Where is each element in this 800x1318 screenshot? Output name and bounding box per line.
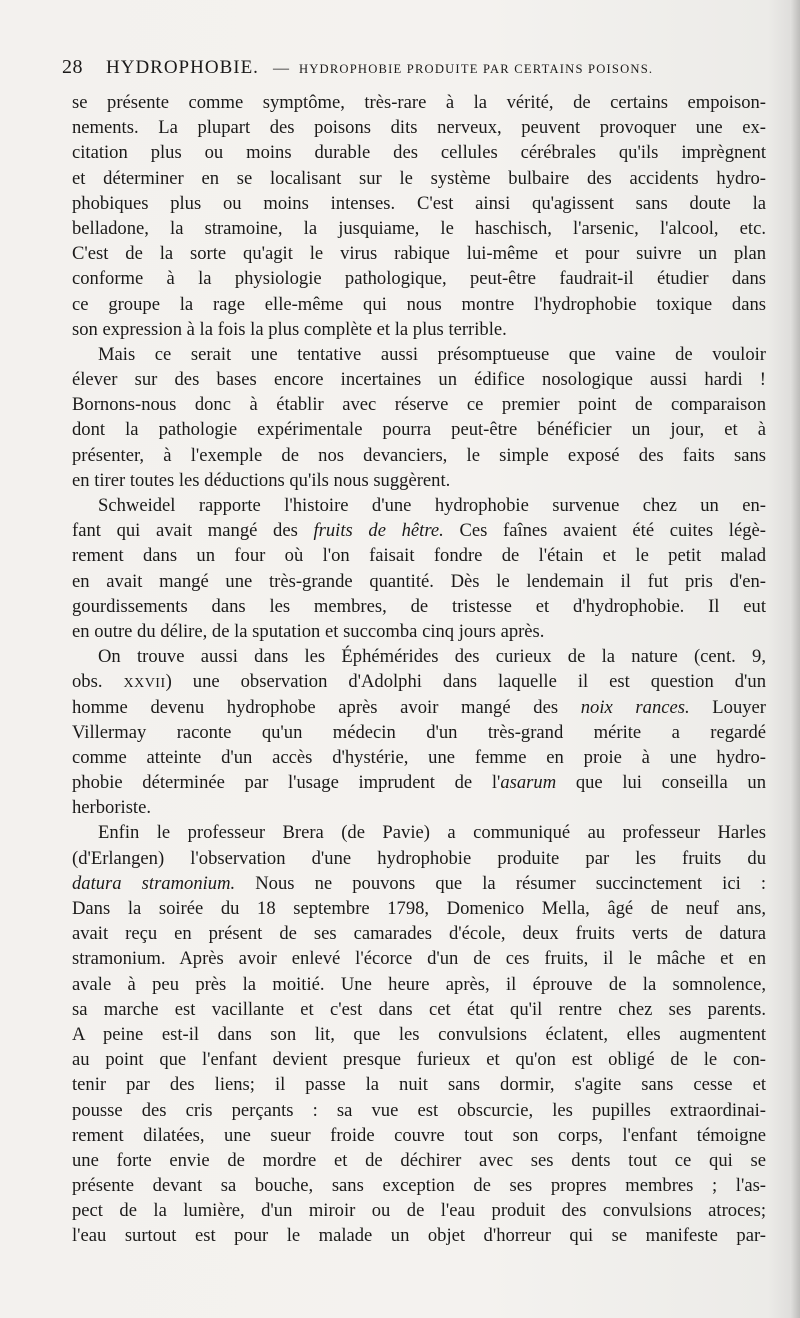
text-line: rement dans un four où l'on faisait fondre de l'étain et le petit malad <box>72 545 766 567</box>
text-line: une forte envie de mordre et de déchirer avec ses dents tout ce qui se <box>72 1149 766 1171</box>
text-line: présente devant sa bouche, sans exception de ses propres membres ; l'as- <box>72 1175 766 1197</box>
text-line: conforme à la physiologie pathologique, peut-être faudrait-il étudier dans <box>72 268 766 290</box>
line-segment: homme devenu hydrophobe après avoir mangé des <box>72 696 581 718</box>
text-line: tenir par des liens; il passe la nuit sans dormir, s'agite sans cesse et <box>72 1074 766 1096</box>
italic-term: datura stramonium. <box>72 872 236 894</box>
header-separator: — <box>272 60 289 77</box>
running-header <box>62 56 682 86</box>
italic-term: fruits de hêtre. <box>313 520 444 542</box>
text-line: A peine est-il dans son lit, que les convulsions éclatent, elles augmentent <box>72 1023 766 1045</box>
text-line: se présente comme symptôme, très-rare à la vérité, de certains empoison- <box>72 92 766 113</box>
italic-term: asarum <box>500 772 557 794</box>
text-line: au point que l'enfant devient presque furieux et qu'on est obligé de le con- <box>72 1049 766 1071</box>
line-segment: Nous ne pouvons que la résumer succinctement ici : <box>235 872 766 894</box>
line-segment: phobie déterminée par l'usage imprudent de l' <box>72 772 501 794</box>
text-line: Bornons-nous donc à établir avec réserve ce premier point de comparaison <box>72 394 766 416</box>
text-line <box>72 669 766 694</box>
text-line: avale à peu près la moitié. Une heure après, il éprouve de la somnolence, <box>72 973 766 995</box>
text-line: et déterminer en se localisant sur le système bulbaire des accidents hydro- <box>72 167 766 189</box>
text-line: en tirer toutes les déductions qu'ils nous suggèrent. <box>72 469 451 491</box>
text-line: pect de la lumière, d'un miroir ou de l'eau produit des convulsions atroces; <box>72 1200 766 1222</box>
text-line: Schweidel rapporte l'histoire d'une hydrophobie survenue chez un en- <box>98 495 766 516</box>
text-line: l'eau surtout est pour le malade un objet d'horreur qui se manifeste par- <box>72 1225 766 1247</box>
text-line: stramonium. Après avoir enlevé l'écorce d'un de ces fruits, il le mâche et en <box>72 948 766 970</box>
text-line: Mais ce serait une tentative aussi présomptueuse que vaine de vouloir <box>98 343 766 365</box>
text-line: phobiques plus ou moins intenses. C'est ainsi qu'agissent sans doute la <box>72 192 766 214</box>
text-line: pousse des cris perçants : sa vue est obscurcie, les pupilles extraordinai- <box>72 1099 766 1121</box>
text-line <box>72 518 766 543</box>
line-segment: Louyer <box>689 696 766 718</box>
page-number: 28 <box>62 56 83 78</box>
text-line: élever sur des bases encore incertaines un édifice nosologique aussi hardi ! <box>72 369 766 391</box>
line-segment: Ces faînes avaient été cuites légè- <box>443 520 766 542</box>
text-line <box>72 770 766 795</box>
header-title: HYDROPHOBIE. <box>106 57 259 78</box>
text-line: (d'Erlangen) l'observation d'une hydrophobie produite par les fruits du <box>72 847 766 869</box>
text-line: citation plus ou moins durable des cellules cérébrales qu'ils imprègnent <box>72 142 766 164</box>
text-line <box>72 695 766 720</box>
text-line: sa marche est vacillante et c'est dans cet état qu'il rentre chez ses parents. <box>72 998 766 1020</box>
text-line: On trouve aussi dans les Éphémérides des curieux de la nature (cent. 9, <box>98 646 766 668</box>
page-edge <box>790 0 800 1318</box>
text-line: en outre du délire, de la sputation et succomba cinq jours après. <box>72 620 545 642</box>
text-line: avait reçu en présent de ses camarades d'école, deux fruits verts de datura <box>72 923 766 945</box>
text-line: rement dilatées, une sueur froide couvre tout son corps, l'enfant témoigne <box>72 1124 766 1146</box>
text-line <box>72 871 766 896</box>
line-segment: ) une observation d'Adolphi dans laquelle il est question d'un <box>165 671 766 693</box>
line-segment: fant qui avait mangé des <box>72 520 314 542</box>
roman-numeral: XXVII <box>123 676 166 692</box>
text-line: herboriste. <box>72 797 151 819</box>
text-line: présenter, à l'exemple de nos devanciers, le simple exposé des faits sans <box>72 444 766 466</box>
text-line: comme atteinte d'un accès d'hystérie, une femme en proie à une hydro- <box>72 746 766 768</box>
line-segment: que lui conseilla un <box>556 772 766 794</box>
body-text <box>72 90 766 1249</box>
text-line: Villermay raconte qu'un médecin d'un très-grand mérite a regardé <box>72 721 766 743</box>
text-line: ce groupe la rage elle-même qui nous montre l'hydrophobie toxique dans <box>72 293 766 315</box>
text-line: Dans la soirée du 18 septembre 1798, Domenico Mella, âgé de neuf ans, <box>72 898 766 919</box>
text-line: en avait mangé une très-grande quantité. Dès le lendemain il fut pris d'en- <box>72 570 766 592</box>
text-line: gourdissements dans les membres, de tristesse et d'hydrophobie. Il eut <box>72 595 766 617</box>
text-line: nements. La plupart des poisons dits nerveux, peuvent provoquer une ex- <box>72 117 766 139</box>
text-line: C'est de la sorte qu'agit le virus rabique lui-même et pour suivre un plan <box>72 243 766 265</box>
text-line: Enfin le professeur Brera (de Pavie) a communiqué au professeur Harles <box>98 822 766 844</box>
text-line: son expression à la fois la plus complète et la plus terrible. <box>72 318 507 340</box>
italic-term: noix rances. <box>580 696 690 718</box>
text-line: belladone, la stramoine, la jusquiame, le haschisch, l'arsenic, l'alcool, etc. <box>72 217 766 239</box>
header-subtitle: HYDROPHOBIE PRODUITE PAR CERTAINS POISONS. <box>298 62 654 76</box>
line-segment: obs. <box>72 671 124 693</box>
text-line: dont la pathologie expérimentale pourra peut-être bénéficier un jour, et à <box>72 419 766 441</box>
